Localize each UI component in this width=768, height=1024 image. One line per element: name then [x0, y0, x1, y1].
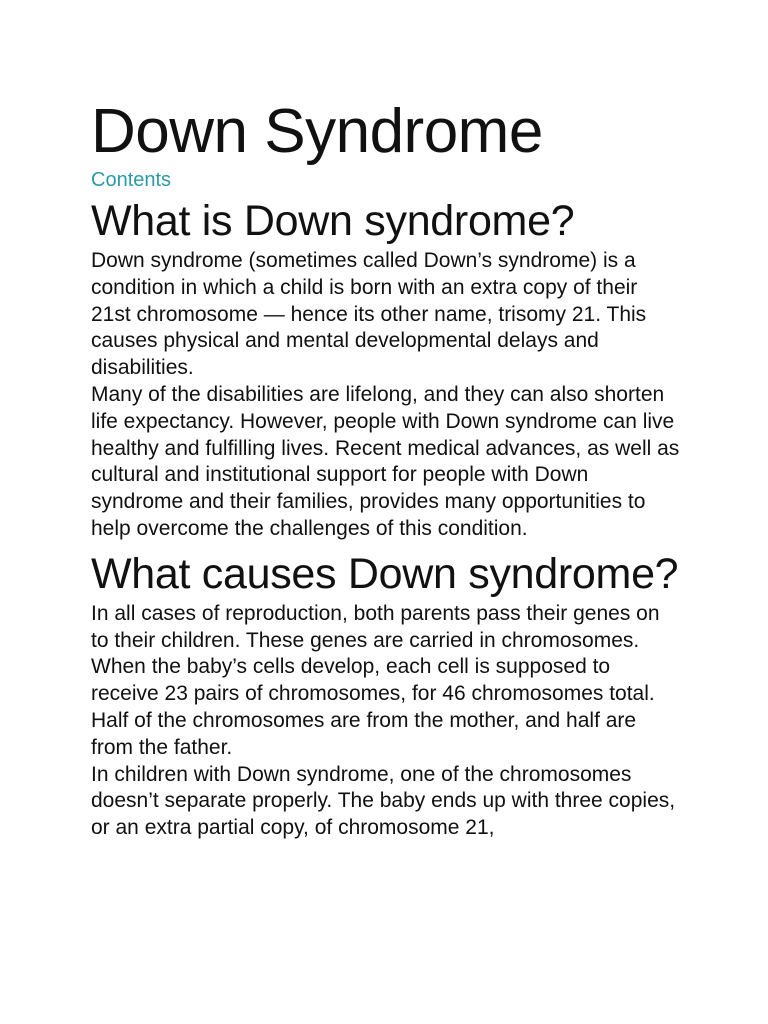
contents-link[interactable]: Contents: [91, 169, 172, 191]
section-heading: What causes Down syndrome?: [91, 549, 679, 598]
paragraph: Many of the disabilities are lifelong, and they can also shorten life expectancy. However, people with Down syndrome can live healthy and fulfilling lives. Recent medical advances, as well as cultural and institutional support for people with Down syndrome and their families, provides many opportunities to help overcome the challenges of this condition.: [91, 382, 680, 540]
paragraph: In all cases of reproduction, both parents pass their genes on to their children. These genes are carried in chromosomes. When the baby’s cells develop, each cell is supposed to receive 23 pairs of chromosomes, for 46 chromosomes total. Half of the chromosomes are from the mother, and half are from the father.: [91, 601, 660, 759]
document-title: Down Syndrome: [91, 97, 543, 166]
paragraph: In children with Down syndrome, one of the chromosomes doesn’t separate properly. The baby ends up with three copies, or an extra partial copy, of chromosome 21,: [91, 762, 676, 840]
section-heading: What is Down syndrome?: [91, 197, 575, 245]
document-page: [91, 96, 691, 842]
paragraph: Down syndrome (sometimes called Down’s syndrome) is a condition in which a child is born with an extra copy of their 21st chromosome — hence its other name, trisomy 21. This causes physical and mental developmental delays and disabilities.: [91, 249, 647, 380]
section-what-causes: [91, 547, 691, 842]
section-what-is: [91, 194, 691, 543]
